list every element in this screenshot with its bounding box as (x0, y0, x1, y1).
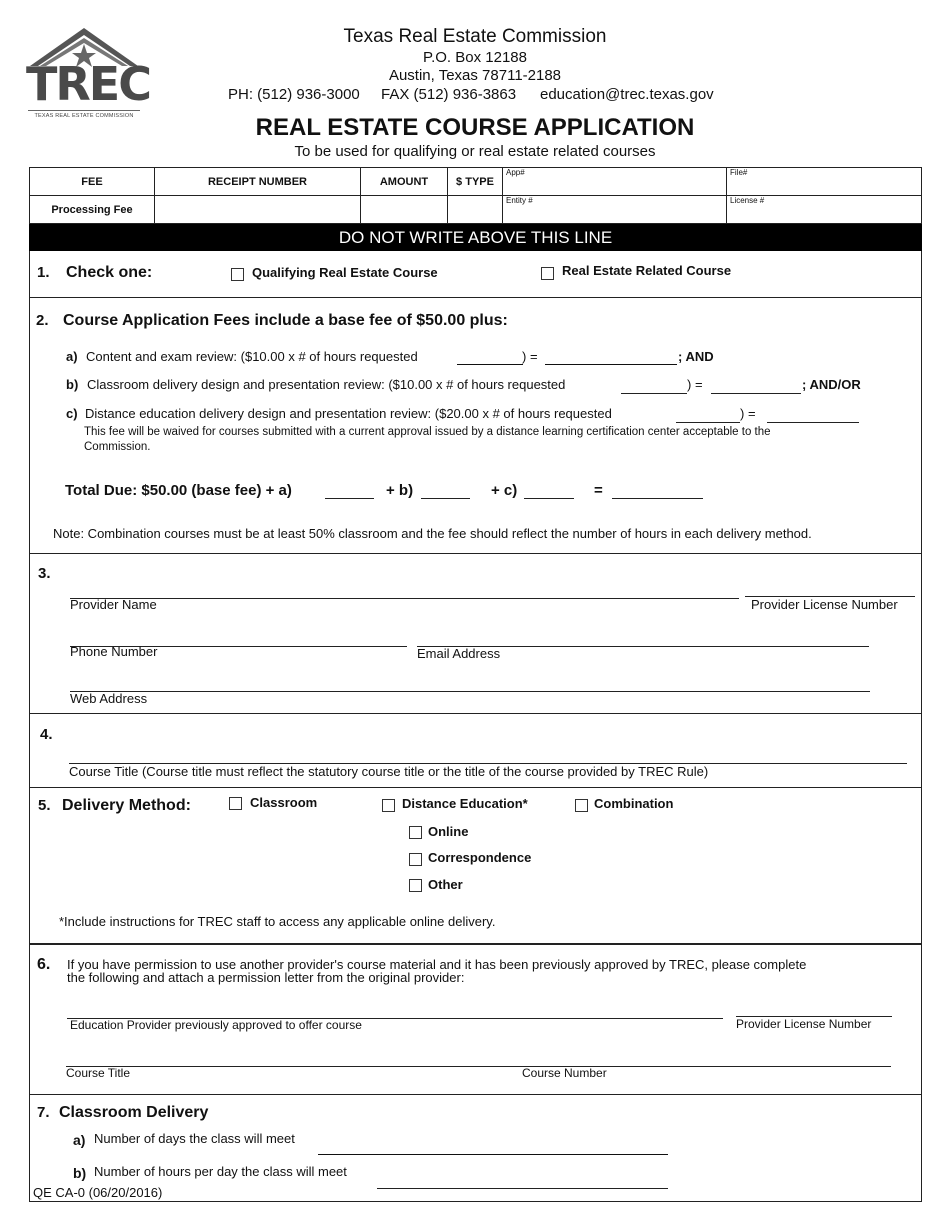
agency-city: Austin, Texas 78711-2188 (388, 67, 562, 84)
receipt-number-field[interactable] (154, 195, 361, 224)
fee-a-and: ; AND (678, 349, 714, 364)
logo-wordmark: TREC (26, 57, 150, 111)
s7-a-letter: a) (73, 1132, 86, 1148)
online-label: Online (428, 824, 469, 839)
delivery-method-label: Delivery Method: (62, 797, 191, 814)
classroom-checkbox[interactable] (229, 797, 242, 810)
days-field[interactable] (318, 1154, 668, 1155)
days-label: Number of days the class will meet (94, 1131, 295, 1146)
qualifying-course-label: Qualifying Real Estate Course (252, 265, 438, 280)
permission-text-2: the following and attach a permission letter from the original provider: (67, 970, 465, 985)
agency-fax: FAX (512) 936-3863 (381, 86, 517, 103)
col-type-header: $ TYPE (447, 167, 503, 196)
provider-license-label: Provider License Number (751, 597, 898, 612)
hours-per-day-field[interactable] (377, 1188, 668, 1189)
fee-a-letter: a) (66, 349, 78, 364)
fee-c-amount-field[interactable] (767, 422, 859, 423)
combination-label: Combination (594, 796, 674, 811)
check-one-label: Check one: (66, 264, 153, 281)
fee-b-letter: b) (66, 377, 79, 392)
classroom-delivery-heading: Classroom Delivery (59, 1104, 209, 1121)
form-footer-code: QE CA-0 (06/20/2016) (33, 1185, 163, 1200)
amount-field[interactable] (360, 195, 448, 224)
provider-name-field[interactable] (70, 598, 739, 599)
web-address-field[interactable] (70, 691, 870, 692)
fee-c-hours-field[interactable] (676, 422, 740, 423)
col-fee-header: FEE (29, 167, 155, 196)
qualifying-course-checkbox[interactable] (231, 268, 244, 281)
permission-text: If you have permission to use another provider's course material and it has been previously approved by TREC, please complete (67, 957, 807, 972)
related-course-checkbox[interactable] (541, 267, 554, 280)
correspondence-checkbox[interactable] (409, 853, 422, 866)
fee-c-waiver-note: This fee will be waived for courses submitted with a current approval issued by a distance learning certification center acceptable to the (84, 426, 771, 438)
section-4-number: 4. (40, 726, 53, 743)
processing-fee-label: Processing Fee (29, 195, 155, 224)
distance-education-checkbox[interactable] (382, 799, 395, 812)
col-receipt-header: RECEIPT NUMBER (154, 167, 361, 196)
fee-a-amount-field[interactable] (545, 364, 677, 365)
s6-course-number-label: Course Number (522, 1066, 607, 1080)
entity-number-label: Entity # (506, 196, 533, 205)
section-3 (29, 554, 922, 714)
file-number-field[interactable] (726, 167, 922, 196)
section-5-number: 5. (38, 797, 51, 814)
total-b-field[interactable] (421, 498, 470, 499)
section-1-number: 1. (37, 264, 50, 281)
fee-b-hours-field[interactable] (621, 393, 687, 394)
trec-logo (26, 26, 150, 122)
section-2-number: 2. (36, 312, 49, 329)
fee-c-text: Distance education delivery design and presentation review: ($20.00 x # of hours requested (85, 406, 612, 421)
logo-subtext: TEXAS REAL ESTATE COMMISSION (34, 113, 134, 119)
fee-c-waiver-note-2: Commission. (84, 441, 151, 453)
app-number-field[interactable] (502, 167, 727, 196)
agency-po-box: P.O. Box 12188 (423, 49, 527, 66)
total-due-label: Total Due: $50.00 (base fee) + a) (65, 482, 292, 499)
hours-per-day-label: Number of hours per day the class will meet (94, 1164, 347, 1179)
license-number-field[interactable] (726, 195, 922, 224)
agency-phone: PH: (512) 936-3000 (228, 86, 360, 103)
form-subtitle: To be used for qualifying or real estate related courses (294, 143, 656, 160)
section-3-number: 3. (38, 565, 51, 582)
total-c-field[interactable] (524, 498, 574, 499)
fee-b-equals: ) = (687, 377, 703, 392)
total-b-label: + b) (386, 482, 414, 499)
total-c-label: + c) (491, 482, 518, 499)
combination-checkbox[interactable] (575, 799, 588, 812)
s6-course-title-label: Course Title (66, 1066, 131, 1080)
fee-b-and-or: ; AND/OR (802, 377, 861, 392)
do-not-write-banner: DO NOT WRITE ABOVE THIS LINE (29, 224, 922, 251)
agency-name: Texas Real Estate Commission (343, 26, 607, 47)
classroom-label: Classroom (250, 795, 318, 810)
fee-a-equals: ) = (522, 349, 538, 364)
fee-b-amount-field[interactable] (711, 393, 801, 394)
edu-provider-label: Education Provider previously approved to offer course (70, 1018, 362, 1032)
fee-b-text: Classroom delivery design and presentation review: ($10.00 x # of hours requested (87, 377, 566, 392)
course-title-label: Course Title (Course title must reflect the statutory course title or the title of the course provided by TREC Rule) (69, 764, 709, 779)
total-due-field[interactable] (612, 498, 703, 499)
total-a-field[interactable] (325, 498, 374, 499)
entity-number-field[interactable] (502, 195, 727, 224)
s7-b-letter: b) (73, 1165, 87, 1181)
section-7-number: 7. (37, 1104, 50, 1121)
s6-provider-license-label: Provider License Number (736, 1017, 872, 1031)
fee-a-hours-field[interactable] (457, 364, 523, 365)
other-checkbox[interactable] (409, 879, 422, 892)
section-1 (29, 251, 922, 298)
app-number-label: App# (506, 168, 525, 177)
fee-a-text: Content and exam review: ($10.00 x # of hours requested (86, 349, 418, 364)
distance-education-label: Distance Education* (402, 796, 528, 811)
form-title: REAL ESTATE COURSE APPLICATION (255, 114, 695, 141)
correspondence-label: Correspondence (428, 850, 532, 865)
fees-heading: Course Application Fees include a base fee of $50.00 plus: (63, 312, 508, 329)
web-address-label: Web Address (70, 691, 148, 706)
related-course-label: Real Estate Related Course (562, 263, 732, 278)
section-6-number: 6. (37, 956, 51, 973)
phone-label: Phone Number (70, 644, 158, 659)
online-checkbox[interactable] (409, 826, 422, 839)
file-number-label: File# (730, 168, 748, 177)
logo-divider (28, 110, 140, 111)
total-equals: = (594, 482, 603, 499)
other-label: Other (428, 877, 463, 892)
combination-note: Note: Combination courses must be at least 50% classroom and the fee should reflect the number of hours in each delivery method. (53, 526, 812, 541)
online-delivery-note: *Include instructions for TREC staff to access any applicable online delivery. (59, 914, 496, 929)
agency-email[interactable]: education@trec.texas.gov (540, 86, 714, 103)
license-number-label: License # (730, 196, 765, 205)
fee-c-equals: ) = (740, 406, 756, 421)
col-amount-header: AMOUNT (360, 167, 448, 196)
email-label: Email Address (417, 646, 501, 661)
provider-name-label: Provider Name (70, 597, 157, 612)
s6-course-fields[interactable] (66, 1066, 891, 1067)
fee-c-letter: c) (66, 406, 78, 421)
type-field[interactable] (447, 195, 503, 224)
